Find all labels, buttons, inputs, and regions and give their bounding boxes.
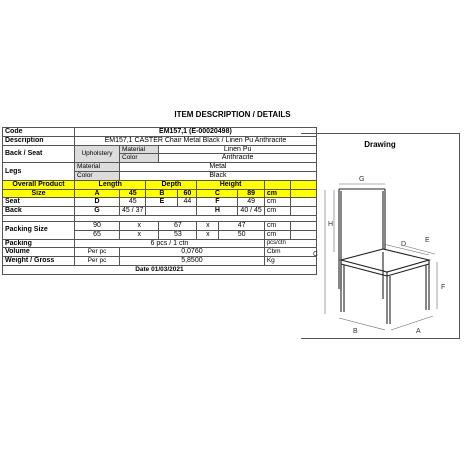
drawing-title: Drawing	[364, 140, 396, 149]
back-seat-color-label: Color	[120, 154, 159, 163]
f-label: F	[197, 198, 238, 207]
spec-sheet	[2, 127, 462, 349]
c-value: 89	[238, 189, 264, 198]
volume-per: Per pc	[75, 248, 120, 257]
weight-per: Per pc	[75, 257, 120, 266]
size-label: Size	[3, 189, 75, 198]
back-seat-color-value: Anthracite	[159, 154, 316, 163]
date-row	[3, 265, 317, 274]
volume-row	[3, 248, 317, 257]
h-label: H	[197, 207, 238, 216]
back-seat-material-label: Material	[120, 145, 159, 154]
code-value: EM157,1 (E-00020498)	[75, 128, 317, 137]
height-header: Height	[197, 180, 264, 189]
ps2-length: 65	[75, 230, 120, 239]
ps2-height: 50	[219, 230, 264, 239]
seat-label: Seat	[3, 198, 75, 207]
back-blank	[146, 207, 197, 216]
dim-a-label: A	[416, 328, 421, 335]
code-label: Code	[3, 128, 75, 137]
seat-row	[3, 198, 317, 207]
ps1-x1: x	[120, 221, 159, 230]
packing-value: 6 pcs / 1 ctn	[75, 239, 265, 248]
back-label: Back	[3, 207, 75, 216]
upholstery-label: Upholstery	[75, 145, 120, 163]
dim-e-label: E	[425, 237, 430, 244]
seat-unit: cm	[264, 198, 290, 207]
ps2-unit: cm	[264, 230, 290, 239]
weight-row	[3, 257, 317, 266]
overall-values-row	[3, 189, 317, 198]
back-seat-label: Back / Seat	[3, 145, 75, 163]
ps1-length: 90	[75, 221, 120, 230]
code-row	[3, 128, 317, 137]
spec-table	[2, 127, 317, 275]
back-seat-material-row	[3, 145, 317, 154]
a-value: 45	[120, 189, 146, 198]
overall-header-row	[3, 180, 317, 189]
legs-material-row	[3, 163, 317, 172]
legs-label: Legs	[3, 163, 75, 181]
c-label: C	[197, 189, 238, 198]
dim-c-label: C	[313, 251, 319, 258]
ps2-depth: 53	[159, 230, 197, 239]
ps1-x2: x	[197, 221, 219, 230]
drawing-panel	[301, 133, 460, 339]
h-value: 40 / 45	[238, 207, 264, 216]
b-value: 60	[178, 189, 197, 198]
back-row	[3, 207, 317, 216]
packing-row	[3, 239, 317, 248]
legs-color-value: Black	[120, 171, 317, 180]
dim-d-label: D	[401, 241, 407, 248]
g-value: 45 / 37	[120, 207, 146, 216]
overall-unit: cm	[264, 189, 290, 198]
a-label: A	[75, 189, 120, 198]
ps1-depth: 67	[159, 221, 197, 230]
legs-material-value: Metal	[120, 163, 317, 172]
depth-header: Depth	[146, 180, 197, 189]
ps1-height: 47	[219, 221, 264, 230]
overall-label: Overall Product	[3, 180, 75, 189]
sheet-title: ITEM DESCRIPTION / DETAILS	[174, 110, 291, 119]
description-value: EM157,1 CASTER Chair Metal Black / Linen Pu Anthracite	[75, 136, 317, 145]
weight-unit: Kg	[264, 257, 316, 266]
chair-drawing	[301, 134, 460, 340]
ps1-unit: cm	[264, 221, 290, 230]
d-label: D	[75, 198, 120, 207]
ps2-x1: x	[120, 230, 159, 239]
weight-label: Weight / Gross	[3, 257, 75, 266]
f-value: 49	[238, 198, 264, 207]
back-seat-material-value: Linen Pu	[159, 145, 316, 154]
e-value: 44	[178, 198, 197, 207]
length-header: Length	[75, 180, 146, 189]
date-label: Date 01/03/2021	[3, 265, 317, 274]
ps2-x2: x	[197, 230, 219, 239]
volume-unit: Cbm	[264, 248, 316, 257]
packing-label: Packing	[3, 239, 75, 248]
back-unit: cm	[264, 207, 290, 216]
b-label: B	[146, 189, 178, 198]
legs-color-label: Color	[75, 171, 120, 180]
description-row	[3, 136, 317, 145]
overall-blank	[264, 180, 290, 189]
packing-unit: pcs/ctn	[264, 239, 316, 248]
description-label: Description	[3, 136, 75, 145]
weight-value: 5,8500	[120, 257, 265, 266]
dim-b-label: B	[353, 328, 358, 335]
packing-size-row-1	[3, 221, 317, 230]
dim-g-label: G	[359, 176, 365, 183]
dim-h-label: H	[328, 221, 334, 228]
legs-material-label: Material	[75, 163, 120, 172]
volume-value: 0,0760	[120, 248, 265, 257]
e-label: E	[146, 198, 178, 207]
packing-size-label: Packing Size	[3, 221, 75, 239]
volume-label: Volume	[3, 248, 75, 257]
g-label: G	[75, 207, 120, 216]
d-value: 45	[120, 198, 146, 207]
dim-f-label: F	[441, 284, 446, 291]
